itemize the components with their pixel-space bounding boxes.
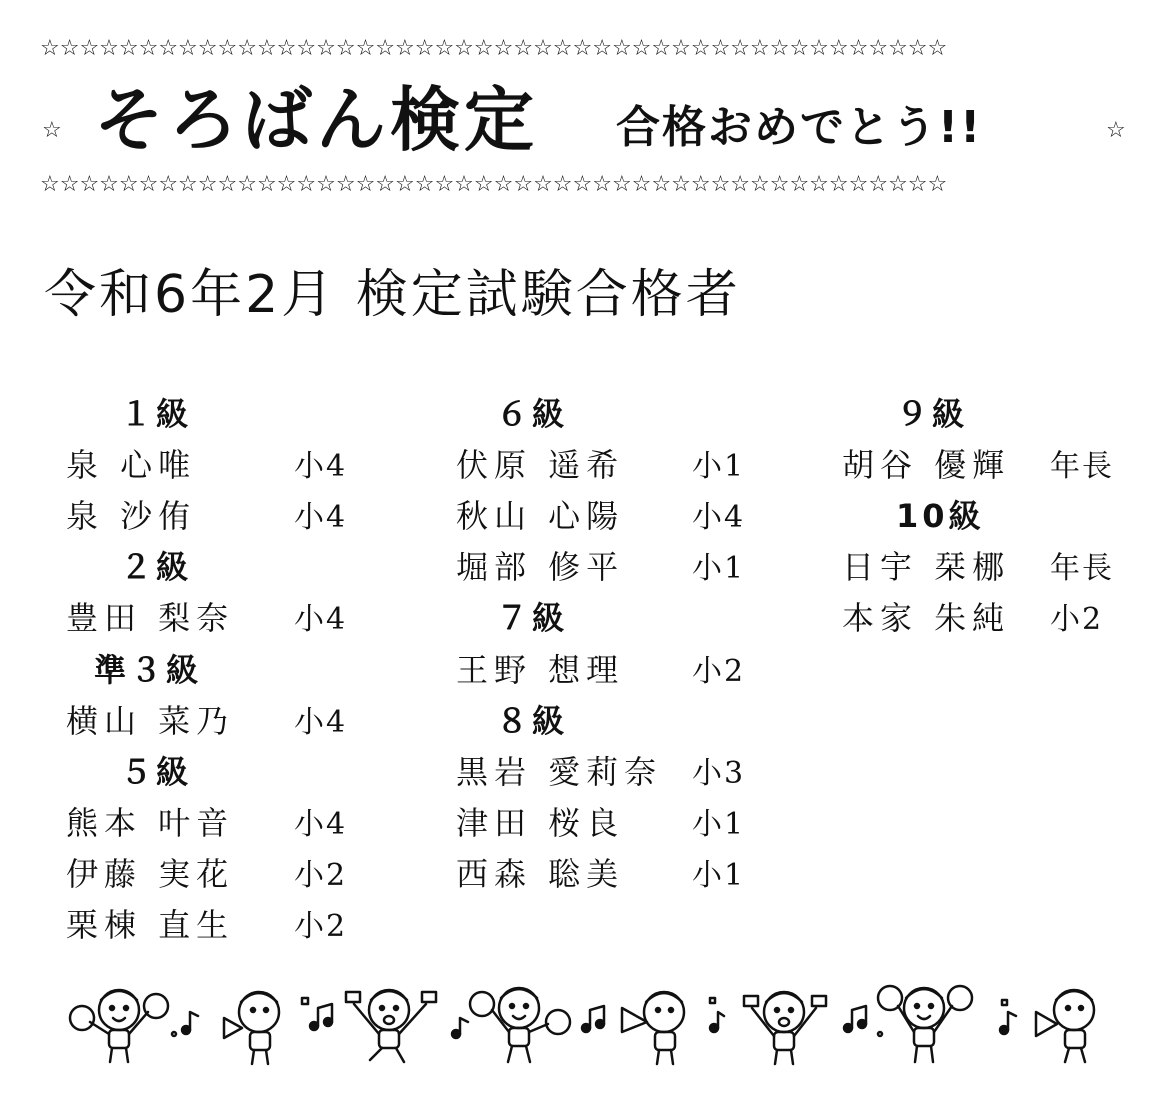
passer-name: 栗棟 直生: [66, 906, 235, 945]
passer-row: [60, 591, 347, 642]
passer-row: [436, 642, 745, 693]
passer-row: [60, 847, 347, 898]
passer-name: 王野 想理: [456, 650, 625, 689]
grade-level-label: １級: [120, 394, 193, 433]
passer-row: [436, 744, 745, 795]
school-grade: 小4: [294, 448, 348, 484]
passer-row: [60, 796, 347, 847]
music-note-icon: [582, 1006, 604, 1032]
passer-row: [436, 540, 745, 591]
grade-level-label: 10級: [896, 496, 985, 535]
school-grade: 年長: [1050, 551, 1114, 587]
kid-with-megaphone-icon: [224, 992, 279, 1064]
bottom-star-border: ☆☆☆☆☆☆☆☆☆☆☆☆☆☆☆☆☆☆☆☆☆☆☆☆☆☆☆☆☆☆☆☆☆☆☆☆☆☆☆☆☆☆☆☆☆☆: [40, 172, 948, 197]
left-star-icon: ☆: [42, 118, 62, 143]
passer-name: 熊本 叶音: [66, 804, 235, 843]
music-note-icon: [844, 1006, 882, 1036]
congratulations-subtitle: 合格おめでとう!!: [616, 102, 983, 153]
kid-with-pompoms-icon: [70, 990, 168, 1062]
passer-name: 堀部 修平: [456, 548, 625, 587]
passer-name: 秋山 心陽: [456, 496, 625, 535]
grade-level-label: ７級: [496, 599, 569, 638]
school-grade: 小3: [692, 755, 746, 791]
passer-row: [436, 796, 745, 847]
grade-level-row: [60, 642, 347, 693]
passer-name: 泉 沙侑: [66, 496, 197, 535]
cheering-kids-illustration: [64, 978, 1124, 1068]
passer-name: 西森 聡美: [456, 855, 625, 894]
passer-name: 津田 桜良: [456, 804, 625, 843]
passer-name: 黒岩 愛莉奈: [456, 752, 663, 791]
kid-with-pompoms-icon: [470, 988, 570, 1062]
music-note-icon: [452, 1018, 468, 1038]
kid-with-flags-icon: [744, 992, 826, 1064]
school-grade: 小1: [692, 551, 746, 587]
results-column-1: [60, 386, 347, 949]
passer-name: 豊田 梨奈: [66, 599, 235, 638]
school-grade: 年長: [1050, 448, 1114, 484]
school-grade: 小2: [1050, 602, 1104, 638]
passer-name: 胡谷 優輝: [842, 445, 1011, 484]
school-grade: 小4: [692, 499, 746, 535]
results-column-2: [436, 386, 745, 898]
school-grade: 小1: [692, 858, 746, 894]
music-note-icon: [1000, 1000, 1016, 1034]
passer-name: 伏原 遥希: [456, 445, 625, 484]
passer-name: 伊藤 実花: [66, 855, 235, 894]
grade-level-row: [60, 386, 347, 437]
grade-level-row: [436, 693, 745, 744]
passer-row: [836, 437, 1114, 488]
passer-row: [60, 488, 347, 539]
school-grade: 小4: [294, 499, 348, 535]
grade-level-label: ９級: [896, 394, 969, 433]
kid-with-megaphone-icon: [1036, 990, 1094, 1062]
kid-with-megaphone-icon: [622, 992, 684, 1064]
music-note-icon: [710, 998, 724, 1032]
passer-row: [436, 437, 745, 488]
grade-level-label: ２級: [120, 548, 193, 587]
results-column-3: [836, 386, 1114, 642]
school-grade: 小1: [692, 448, 746, 484]
passer-name: 日宇 栞梛: [842, 548, 1011, 587]
school-grade: 小2: [692, 653, 746, 689]
music-note-icon: [172, 1012, 198, 1036]
top-star-border: ☆☆☆☆☆☆☆☆☆☆☆☆☆☆☆☆☆☆☆☆☆☆☆☆☆☆☆☆☆☆☆☆☆☆☆☆☆☆☆☆☆☆☆☆☆☆: [40, 36, 948, 61]
grade-level-label: 準３級: [94, 650, 203, 689]
kid-with-flags-icon: [346, 990, 436, 1062]
school-grade: 小4: [294, 704, 348, 740]
passer-row: [836, 540, 1114, 591]
page-title: そろばん検定: [94, 79, 538, 161]
school-grade: 小2: [294, 858, 348, 894]
passer-name: 泉 心唯: [66, 445, 197, 484]
music-note-icon: [302, 998, 332, 1030]
school-grade: 小4: [294, 602, 348, 638]
passer-row: [60, 693, 347, 744]
passer-row: [60, 437, 347, 488]
grade-level-row: [60, 744, 347, 795]
grade-level-row: [836, 488, 1114, 539]
kid-with-pompoms-icon: [878, 986, 972, 1062]
passer-row: [436, 847, 745, 898]
grade-level-row: [60, 540, 347, 591]
grade-level-label: ５級: [120, 752, 193, 791]
passer-row: [436, 488, 745, 539]
grade-level-row: [436, 386, 745, 437]
passer-name: 本家 朱純: [842, 599, 1011, 638]
grade-level-row: [836, 386, 1114, 437]
grade-level-label: ６級: [496, 394, 569, 433]
grade-level-label: ８級: [496, 701, 569, 740]
passer-row: [60, 898, 347, 949]
school-grade: 小2: [294, 909, 348, 945]
grade-level-row: [436, 591, 745, 642]
school-grade: 小1: [692, 807, 746, 843]
results-heading: 令和6年2月 検定試験合格者: [44, 265, 741, 325]
right-star-icon: ☆: [1106, 118, 1126, 143]
passer-row: [836, 591, 1114, 642]
school-grade: 小4: [294, 807, 348, 843]
passer-name: 横山 菜乃: [66, 701, 235, 740]
